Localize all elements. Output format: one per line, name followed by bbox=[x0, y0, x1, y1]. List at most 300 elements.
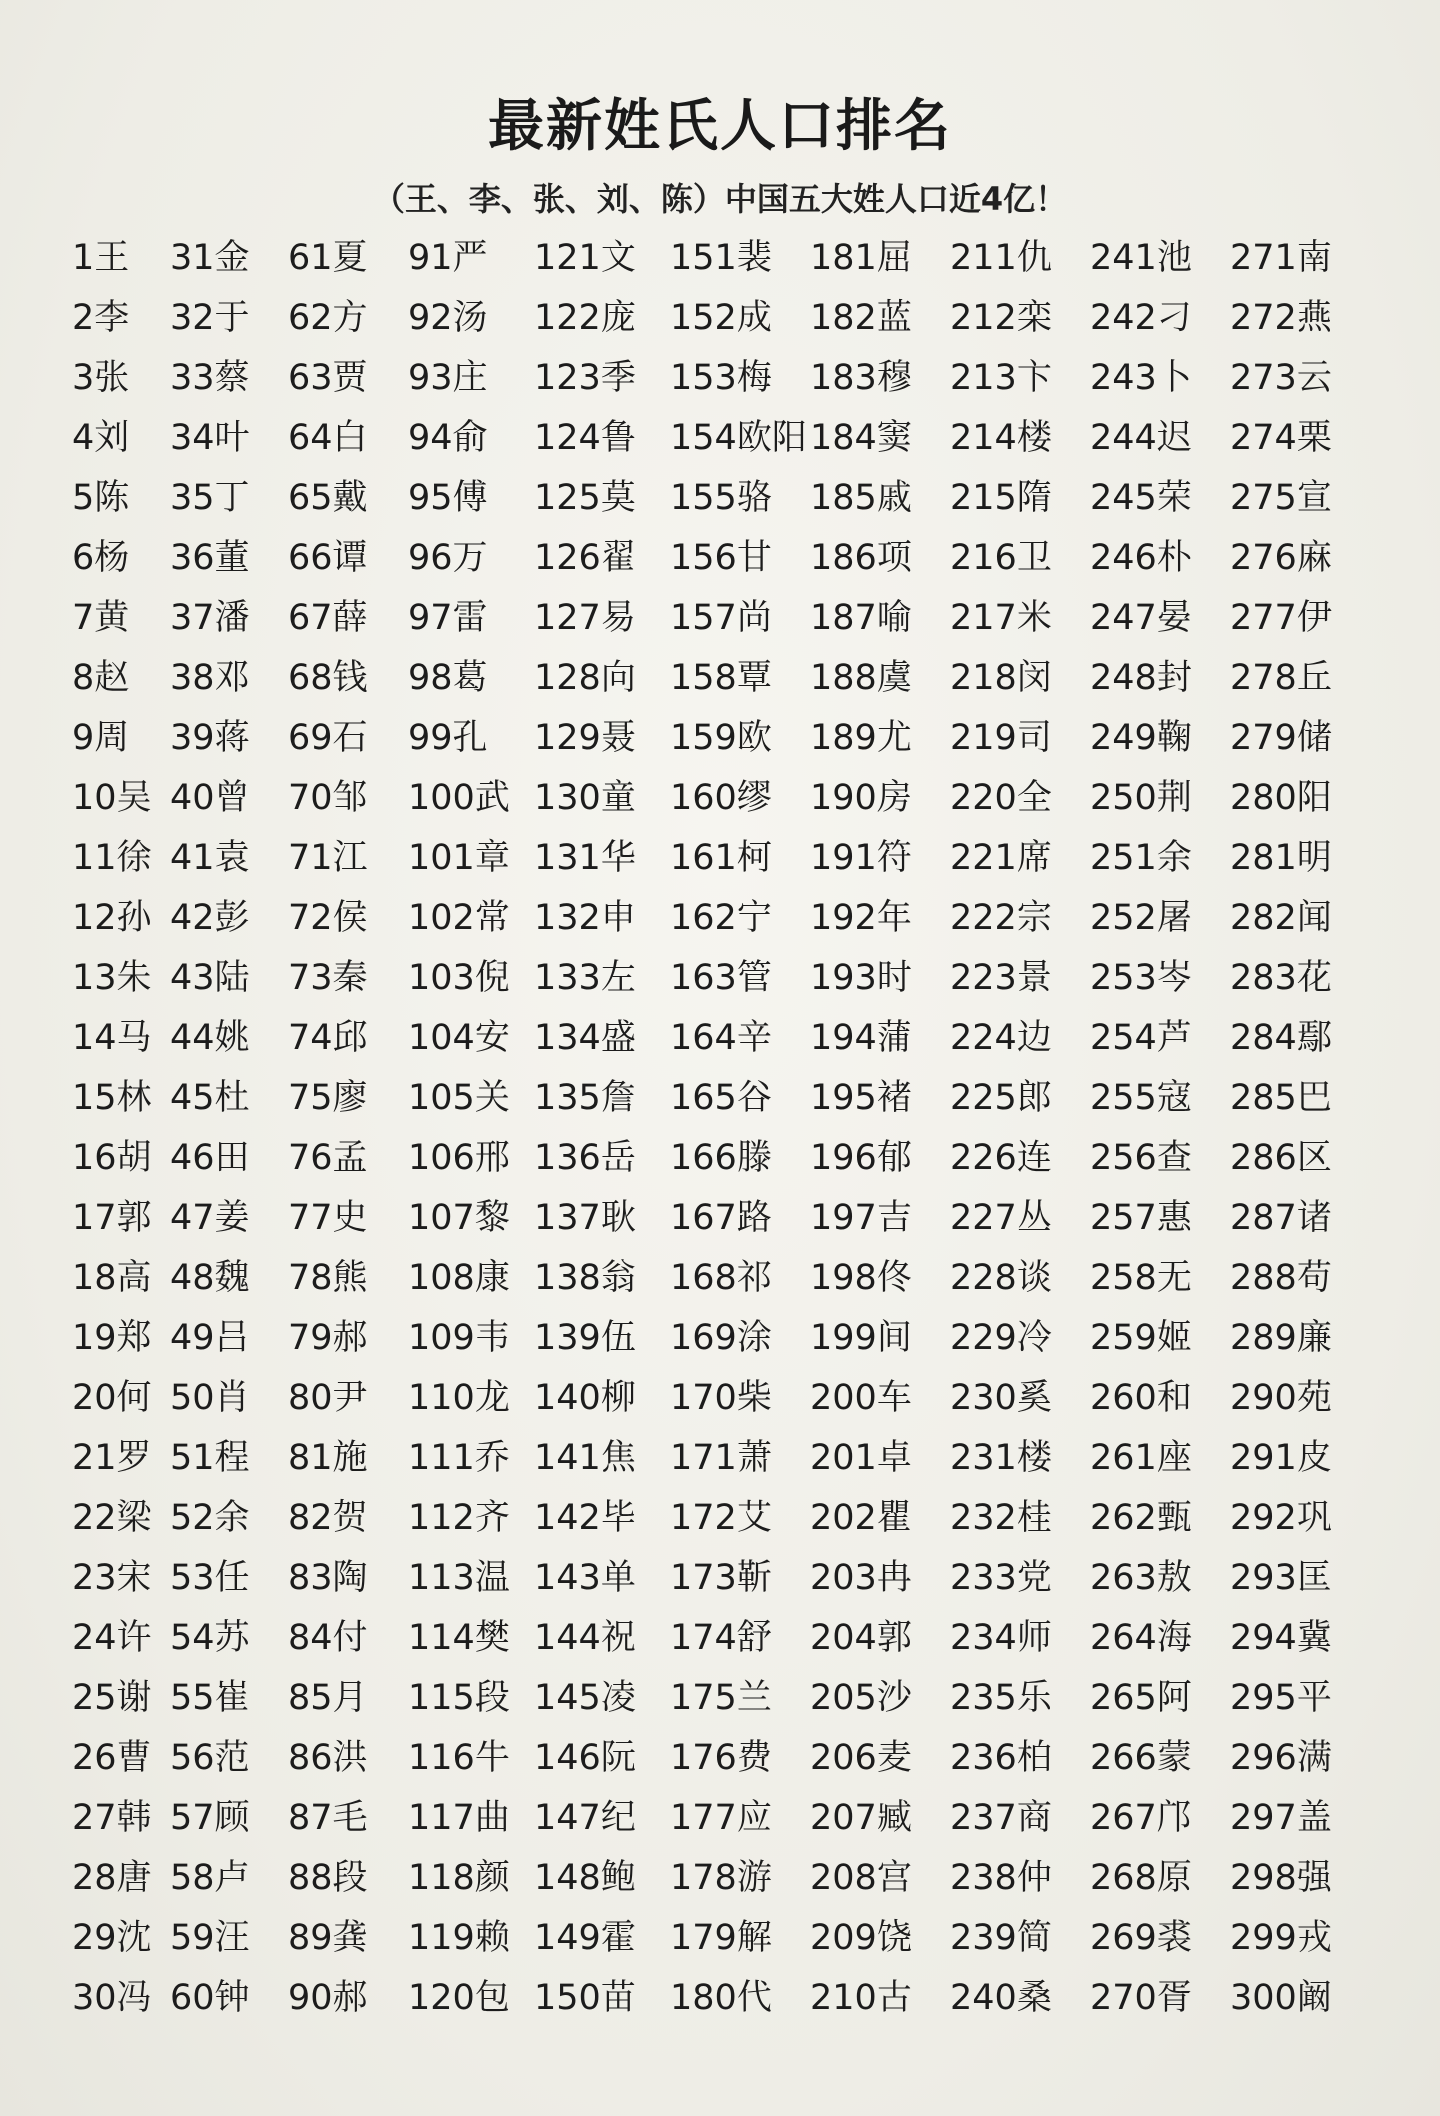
surname-text: 寇 bbox=[1156, 1078, 1192, 1118]
surname-entry bbox=[1090, 1308, 1240, 1368]
surname-text: 陈 bbox=[94, 478, 130, 518]
rank-number: 101 bbox=[408, 838, 475, 878]
surname-entry bbox=[670, 828, 820, 888]
rank-number: 289 bbox=[1230, 1318, 1297, 1358]
surname-text: 萧 bbox=[736, 1438, 772, 1478]
surname-text: 毕 bbox=[600, 1498, 636, 1538]
surname-text: 薛 bbox=[332, 598, 368, 638]
surname-text: 袁 bbox=[214, 838, 250, 878]
surname-text: 严 bbox=[452, 238, 488, 278]
rank-number: 164 bbox=[670, 1018, 737, 1058]
rank-number: 214 bbox=[950, 418, 1017, 458]
surname-text: 滕 bbox=[736, 1138, 772, 1178]
surname-text: 月 bbox=[332, 1678, 368, 1718]
rank-number: 128 bbox=[534, 658, 601, 698]
surname-entry bbox=[534, 1968, 684, 2028]
surname-entry bbox=[670, 1908, 820, 1968]
surname-text: 黎 bbox=[474, 1198, 510, 1238]
surname-entry bbox=[534, 1068, 684, 1128]
rank-number: 231 bbox=[950, 1438, 1017, 1478]
rank-number: 116 bbox=[408, 1738, 475, 1778]
surname-text: 桂 bbox=[1016, 1498, 1052, 1538]
page-subtitle: （王、李、张、刘、陈）中国五大姓人口近4亿！ bbox=[372, 180, 1068, 218]
rank-number: 132 bbox=[534, 898, 601, 938]
surname-entry bbox=[1230, 708, 1380, 768]
rank-number: 121 bbox=[534, 238, 601, 278]
rank-number: 125 bbox=[534, 478, 601, 518]
surname-entry bbox=[950, 228, 1100, 288]
rank-number: 74 bbox=[288, 1018, 333, 1058]
rank-number: 114 bbox=[408, 1618, 475, 1658]
rank-number: 140 bbox=[534, 1378, 601, 1418]
surname-text: 吉 bbox=[876, 1198, 912, 1238]
surname-text: 尹 bbox=[332, 1378, 368, 1418]
surname-entry bbox=[810, 1128, 960, 1188]
rank-number: 300 bbox=[1230, 1978, 1297, 2018]
surname-text: 秦 bbox=[332, 958, 368, 998]
surname-text: 应 bbox=[736, 1798, 772, 1838]
rank-number: 156 bbox=[670, 538, 737, 578]
rank-number: 157 bbox=[670, 598, 737, 638]
rank-number: 227 bbox=[950, 1198, 1017, 1238]
rank-number: 243 bbox=[1090, 358, 1157, 398]
surname-text: 项 bbox=[876, 538, 912, 578]
surname-text: 何 bbox=[116, 1378, 152, 1418]
rank-number: 176 bbox=[670, 1738, 737, 1778]
surname-text: 樊 bbox=[474, 1618, 510, 1658]
rank-number: 175 bbox=[670, 1678, 737, 1718]
surname-text: 裘 bbox=[1156, 1918, 1192, 1958]
surname-entry bbox=[534, 828, 684, 888]
rank-number: 25 bbox=[72, 1678, 117, 1718]
surname-text: 邢 bbox=[474, 1138, 510, 1178]
rank-number: 260 bbox=[1090, 1378, 1157, 1418]
surname-text: 蒙 bbox=[1156, 1738, 1192, 1778]
surname-text: 原 bbox=[1156, 1858, 1192, 1898]
rank-number: 144 bbox=[534, 1618, 601, 1658]
surname-text: 辛 bbox=[736, 1018, 772, 1058]
surname-column bbox=[534, 228, 684, 2028]
surname-text: 周 bbox=[94, 718, 130, 758]
rank-number: 196 bbox=[810, 1138, 877, 1178]
surname-entry bbox=[534, 528, 684, 588]
surname-text: 成 bbox=[736, 298, 772, 338]
surname-entry bbox=[810, 528, 960, 588]
surname-text: 荣 bbox=[1156, 478, 1192, 518]
rank-number: 255 bbox=[1090, 1078, 1157, 1118]
surname-entry bbox=[670, 1428, 820, 1488]
rank-number: 177 bbox=[670, 1798, 737, 1838]
surname-entry bbox=[1090, 588, 1240, 648]
surname-entry bbox=[1090, 1368, 1240, 1428]
rank-number: 155 bbox=[670, 478, 737, 518]
surname-text: 杜 bbox=[214, 1078, 250, 1118]
rank-number: 73 bbox=[288, 958, 333, 998]
rank-number: 258 bbox=[1090, 1258, 1157, 1298]
surname-entry bbox=[950, 648, 1100, 708]
surname-entry bbox=[670, 1248, 820, 1308]
rank-number: 86 bbox=[288, 1738, 333, 1778]
rank-number: 134 bbox=[534, 1018, 601, 1058]
rank-number: 178 bbox=[670, 1858, 737, 1898]
surname-text: 饶 bbox=[876, 1918, 912, 1958]
rank-number: 194 bbox=[810, 1018, 877, 1058]
surname-text: 丛 bbox=[1016, 1198, 1052, 1238]
surname-text: 强 bbox=[1296, 1858, 1332, 1898]
surname-entry bbox=[670, 1308, 820, 1368]
rank-number: 115 bbox=[408, 1678, 475, 1718]
surname-entry bbox=[950, 1308, 1100, 1368]
rank-number: 159 bbox=[670, 718, 737, 758]
surname-entry bbox=[810, 588, 960, 648]
surname-text: 费 bbox=[736, 1738, 772, 1778]
surname-text: 艾 bbox=[736, 1498, 772, 1538]
rank-number: 239 bbox=[950, 1918, 1017, 1958]
rank-number: 8 bbox=[72, 658, 95, 698]
surname-text: 窦 bbox=[876, 418, 912, 458]
rank-number: 228 bbox=[950, 1258, 1017, 1298]
surname-entry bbox=[1230, 228, 1380, 288]
rank-number: 71 bbox=[288, 838, 333, 878]
surname-text: 奚 bbox=[1016, 1378, 1052, 1418]
rank-number: 172 bbox=[670, 1498, 737, 1538]
rank-number: 169 bbox=[670, 1318, 737, 1358]
rank-number: 161 bbox=[670, 838, 737, 878]
surname-entry bbox=[1090, 408, 1240, 468]
surname-text: 申 bbox=[600, 898, 636, 938]
surname-entry bbox=[810, 288, 960, 348]
rank-number: 63 bbox=[288, 358, 333, 398]
surname-text: 耿 bbox=[600, 1198, 636, 1238]
surname-text: 赵 bbox=[94, 658, 130, 698]
surname-entry bbox=[670, 1728, 820, 1788]
surname-text: 洪 bbox=[332, 1738, 368, 1778]
surname-text: 范 bbox=[214, 1738, 250, 1778]
rank-number: 210 bbox=[810, 1978, 877, 2018]
surname-text: 卜 bbox=[1156, 358, 1192, 398]
surname-text: 戴 bbox=[332, 478, 368, 518]
surname-text: 吕 bbox=[214, 1318, 250, 1358]
surname-text: 储 bbox=[1296, 718, 1332, 758]
surname-entry bbox=[1090, 348, 1240, 408]
rank-number: 288 bbox=[1230, 1258, 1297, 1298]
surname-entry bbox=[670, 1608, 820, 1668]
surname-text: 丁 bbox=[214, 478, 250, 518]
rank-number: 139 bbox=[534, 1318, 601, 1358]
surname-text: 康 bbox=[474, 1258, 510, 1298]
surname-text: 封 bbox=[1156, 658, 1192, 698]
surname-text: 余 bbox=[1156, 838, 1192, 878]
surname-entry bbox=[810, 828, 960, 888]
rank-number: 282 bbox=[1230, 898, 1297, 938]
surname-entry bbox=[1230, 1668, 1380, 1728]
rank-number: 130 bbox=[534, 778, 601, 818]
surname-text: 魏 bbox=[214, 1258, 250, 1298]
surname-entry bbox=[534, 1608, 684, 1668]
surname-text: 全 bbox=[1016, 778, 1052, 818]
surname-text: 胡 bbox=[116, 1138, 152, 1178]
rank-number: 45 bbox=[170, 1078, 215, 1118]
surname-text: 党 bbox=[1016, 1558, 1052, 1598]
surname-text: 白 bbox=[332, 418, 368, 458]
rank-number: 252 bbox=[1090, 898, 1157, 938]
rank-number: 280 bbox=[1230, 778, 1297, 818]
rank-number: 238 bbox=[950, 1858, 1017, 1898]
rank-number: 133 bbox=[534, 958, 601, 998]
surname-entry bbox=[950, 1728, 1100, 1788]
surname-text: 刘 bbox=[94, 418, 130, 458]
surname-text: 华 bbox=[600, 838, 636, 878]
rank-number: 257 bbox=[1090, 1198, 1157, 1238]
surname-text: 李 bbox=[94, 298, 130, 338]
rank-number: 174 bbox=[670, 1618, 737, 1658]
surname-entry bbox=[810, 888, 960, 948]
rank-number: 12 bbox=[72, 898, 117, 938]
rank-number: 23 bbox=[72, 1558, 117, 1598]
surname-text: 邝 bbox=[1156, 1798, 1192, 1838]
surname-text: 庄 bbox=[452, 358, 488, 398]
rank-number: 58 bbox=[170, 1858, 215, 1898]
surname-text: 邹 bbox=[332, 778, 368, 818]
surname-entry bbox=[1230, 1728, 1380, 1788]
surname-text: 温 bbox=[474, 1558, 510, 1598]
rank-number: 34 bbox=[170, 418, 215, 458]
surname-text: 聂 bbox=[600, 718, 636, 758]
rank-number: 105 bbox=[408, 1078, 475, 1118]
surname-text: 迟 bbox=[1156, 418, 1192, 458]
surname-text: 关 bbox=[474, 1078, 510, 1118]
rank-number: 138 bbox=[534, 1258, 601, 1298]
rank-number: 5 bbox=[72, 478, 95, 518]
surname-entry bbox=[1230, 528, 1380, 588]
surname-text: 庞 bbox=[600, 298, 636, 338]
surname-text: 边 bbox=[1016, 1018, 1052, 1058]
surname-text: 冷 bbox=[1016, 1318, 1052, 1358]
surname-entry bbox=[534, 1128, 684, 1188]
rank-number: 106 bbox=[408, 1138, 475, 1178]
surname-text: 景 bbox=[1016, 958, 1052, 998]
surname-text: 尤 bbox=[876, 718, 912, 758]
surname-entry bbox=[810, 948, 960, 1008]
surname-entry bbox=[1230, 468, 1380, 528]
surname-text: 汤 bbox=[452, 298, 488, 338]
surname-entry bbox=[534, 1008, 684, 1068]
surname-text: 解 bbox=[736, 1918, 772, 1958]
rank-number: 295 bbox=[1230, 1678, 1297, 1718]
surname-entry bbox=[670, 948, 820, 1008]
rank-number: 48 bbox=[170, 1258, 215, 1298]
surname-text: 花 bbox=[1296, 958, 1332, 998]
surname-entry bbox=[1230, 768, 1380, 828]
rank-number: 95 bbox=[408, 478, 453, 518]
rank-number: 137 bbox=[534, 1198, 601, 1238]
surname-entry bbox=[670, 1488, 820, 1548]
surname-entry bbox=[1230, 648, 1380, 708]
rank-number: 182 bbox=[810, 298, 877, 338]
rank-number: 59 bbox=[170, 1918, 215, 1958]
surname-text: 梁 bbox=[116, 1498, 152, 1538]
rank-number: 246 bbox=[1090, 538, 1157, 578]
surname-text: 巩 bbox=[1296, 1498, 1332, 1538]
surname-text: 岑 bbox=[1156, 958, 1192, 998]
rank-number: 237 bbox=[950, 1798, 1017, 1838]
surname-text: 马 bbox=[116, 1018, 152, 1058]
rank-number: 97 bbox=[408, 598, 453, 638]
rank-number: 55 bbox=[170, 1678, 215, 1718]
surname-entry bbox=[1230, 1548, 1380, 1608]
surname-text: 商 bbox=[1016, 1798, 1052, 1838]
surname-text: 芦 bbox=[1156, 1018, 1192, 1058]
rank-number: 160 bbox=[670, 778, 737, 818]
rank-number: 151 bbox=[670, 238, 737, 278]
surname-text: 屈 bbox=[876, 238, 912, 278]
rank-number: 248 bbox=[1090, 658, 1157, 698]
surname-entry bbox=[810, 648, 960, 708]
surname-entry bbox=[670, 348, 820, 408]
surname-text: 简 bbox=[1016, 1918, 1052, 1958]
surname-entry bbox=[1090, 1848, 1240, 1908]
surname-text: 倪 bbox=[474, 958, 510, 998]
rank-number: 77 bbox=[288, 1198, 333, 1238]
rank-number: 209 bbox=[810, 1918, 877, 1958]
surname-text: 伍 bbox=[600, 1318, 636, 1358]
surname-text: 孔 bbox=[452, 718, 488, 758]
surname-text: 郭 bbox=[876, 1618, 912, 1658]
surname-entry bbox=[1230, 588, 1380, 648]
surname-text: 和 bbox=[1156, 1378, 1192, 1418]
rank-number: 52 bbox=[170, 1498, 215, 1538]
surname-entry bbox=[1230, 828, 1380, 888]
surname-entry bbox=[950, 288, 1100, 348]
surname-entry bbox=[670, 1128, 820, 1188]
rank-number: 67 bbox=[288, 598, 333, 638]
surname-text: 房 bbox=[876, 778, 912, 818]
surname-text: 隋 bbox=[1016, 478, 1052, 518]
rank-number: 236 bbox=[950, 1738, 1017, 1778]
surname-text: 江 bbox=[332, 838, 368, 878]
rank-number: 6 bbox=[72, 538, 95, 578]
surname-text: 游 bbox=[736, 1858, 772, 1898]
rank-number: 229 bbox=[950, 1318, 1017, 1358]
surname-entry bbox=[810, 228, 960, 288]
surname-text: 黄 bbox=[94, 598, 130, 638]
rank-number: 39 bbox=[170, 718, 215, 758]
surname-entry bbox=[1230, 1788, 1380, 1848]
surname-text: 俞 bbox=[452, 418, 488, 458]
surname-entry bbox=[950, 1968, 1100, 2028]
surname-entry bbox=[950, 948, 1100, 1008]
surname-text: 齐 bbox=[474, 1498, 510, 1538]
surname-entry bbox=[810, 468, 960, 528]
surname-text: 贾 bbox=[332, 358, 368, 398]
rank-number: 14 bbox=[72, 1018, 117, 1058]
surname-column bbox=[1230, 228, 1380, 2028]
surname-text: 谭 bbox=[332, 538, 368, 578]
rank-number: 222 bbox=[950, 898, 1017, 938]
rank-number: 256 bbox=[1090, 1138, 1157, 1178]
surname-text: 甄 bbox=[1156, 1498, 1192, 1538]
rank-number: 51 bbox=[170, 1438, 215, 1478]
rank-number: 259 bbox=[1090, 1318, 1157, 1358]
surname-entry bbox=[950, 1848, 1100, 1908]
surname-entry bbox=[534, 1188, 684, 1248]
surname-text: 向 bbox=[600, 658, 636, 698]
surname-entry bbox=[810, 1668, 960, 1728]
surname-entry bbox=[1230, 1848, 1380, 1908]
rank-number: 96 bbox=[408, 538, 453, 578]
rank-number: 129 bbox=[534, 718, 601, 758]
rank-number: 1 bbox=[72, 238, 95, 278]
surname-text: 韦 bbox=[474, 1318, 510, 1358]
surname-entry bbox=[534, 1908, 684, 1968]
rank-number: 127 bbox=[534, 598, 601, 638]
surname-text: 盖 bbox=[1296, 1798, 1332, 1838]
surname-text: 苟 bbox=[1296, 1258, 1332, 1298]
rank-number: 198 bbox=[810, 1258, 877, 1298]
surname-text: 云 bbox=[1296, 358, 1332, 398]
surname-text: 梅 bbox=[736, 358, 772, 398]
surname-text: 韩 bbox=[116, 1798, 152, 1838]
surname-text: 霍 bbox=[600, 1918, 636, 1958]
rank-number: 217 bbox=[950, 598, 1017, 638]
rank-number: 211 bbox=[950, 238, 1017, 278]
rank-number: 102 bbox=[408, 898, 475, 938]
rank-number: 69 bbox=[288, 718, 333, 758]
rank-number: 79 bbox=[288, 1318, 333, 1358]
surname-text: 匡 bbox=[1296, 1558, 1332, 1598]
surname-entry bbox=[1090, 1908, 1240, 1968]
rank-number: 286 bbox=[1230, 1138, 1297, 1178]
surname-entry bbox=[534, 1728, 684, 1788]
rank-number: 247 bbox=[1090, 598, 1157, 638]
surname-entry bbox=[1090, 708, 1240, 768]
surname-column bbox=[1090, 228, 1240, 2028]
rank-number: 218 bbox=[950, 658, 1017, 698]
surname-text: 沙 bbox=[876, 1678, 912, 1718]
surname-entry bbox=[1230, 948, 1380, 1008]
rank-number: 110 bbox=[408, 1378, 475, 1418]
surname-text: 季 bbox=[600, 358, 636, 398]
surname-text: 平 bbox=[1296, 1678, 1332, 1718]
surname-text: 祝 bbox=[600, 1618, 636, 1658]
rank-number: 299 bbox=[1230, 1918, 1297, 1958]
rank-number: 274 bbox=[1230, 418, 1297, 458]
rank-number: 216 bbox=[950, 538, 1017, 578]
surname-text: 叶 bbox=[214, 418, 250, 458]
surname-text: 池 bbox=[1156, 238, 1192, 278]
rank-number: 88 bbox=[288, 1858, 333, 1898]
rank-number: 142 bbox=[534, 1498, 601, 1538]
surname-entry bbox=[810, 1008, 960, 1068]
surname-text: 阳 bbox=[1296, 778, 1332, 818]
rank-number: 173 bbox=[670, 1558, 737, 1598]
rank-number: 98 bbox=[408, 658, 453, 698]
surname-text: 栗 bbox=[1296, 418, 1332, 458]
surname-text: 石 bbox=[332, 718, 368, 758]
rank-number: 104 bbox=[408, 1018, 475, 1058]
rank-number: 148 bbox=[534, 1858, 601, 1898]
surname-text: 于 bbox=[214, 298, 250, 338]
surname-entry bbox=[1090, 1488, 1240, 1548]
surname-text: 廉 bbox=[1296, 1318, 1332, 1358]
rank-number: 170 bbox=[670, 1378, 737, 1418]
surname-text: 柳 bbox=[600, 1378, 636, 1418]
surname-entry bbox=[1090, 1548, 1240, 1608]
surname-entry bbox=[950, 1128, 1100, 1188]
surname-text: 欧阳 bbox=[736, 418, 807, 458]
surname-entry bbox=[670, 1188, 820, 1248]
surname-text: 桑 bbox=[1016, 1978, 1052, 2018]
